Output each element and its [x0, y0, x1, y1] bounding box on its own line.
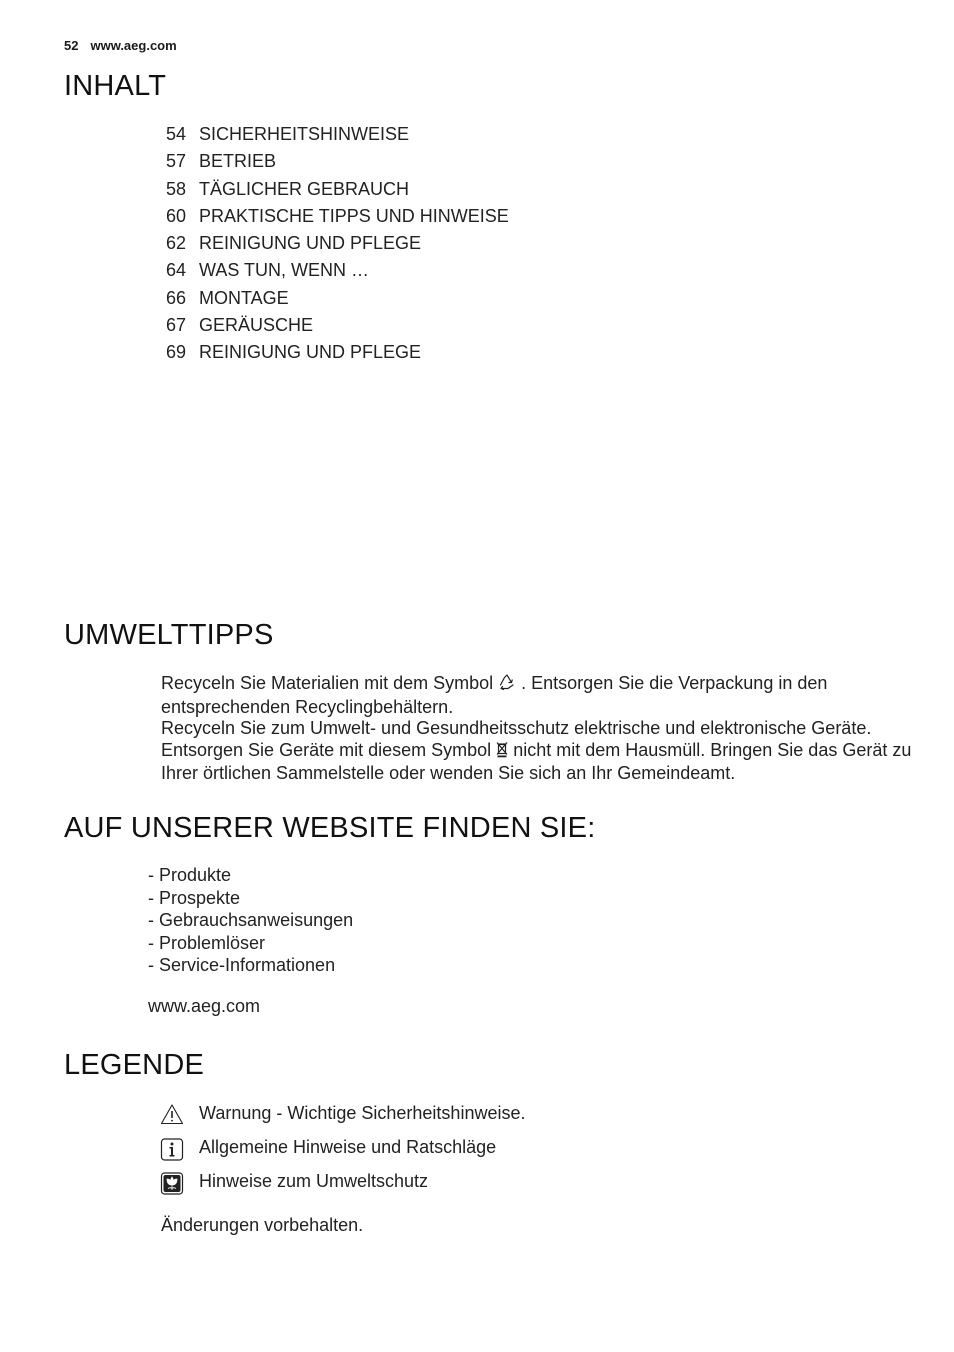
toc-item — [166, 339, 509, 366]
table-of-contents — [166, 121, 509, 367]
toc-item — [166, 176, 509, 203]
toc-page: 66 — [166, 287, 187, 308]
toc-page: 58 — [166, 178, 187, 199]
list-item: - Gebrauchsanweisungen — [148, 910, 354, 930]
crossed-bin-icon — [496, 741, 508, 764]
toc-item — [166, 230, 509, 257]
legend-text: Warnung - Wichtige Sicherheitshinweise. — [199, 1103, 526, 1123]
toc-label: GERÄUSCHE — [199, 315, 314, 336]
toc-label: WAS TUN, WENN … — [199, 260, 369, 281]
umwelt-text-part: nicht mit dem Hausmüll. Bringen Sie das Gerät zu Ihrer örtlichen Sammelstelle oder wenden Sie sich an Ihr Gemeindeamt. — [161, 739, 912, 784]
toc-item — [166, 285, 509, 312]
toc-page: 57 — [166, 151, 187, 172]
toc-label: PRAKTISCHE TIPPS UND HINWEISE — [199, 205, 509, 226]
toc-page: 62 — [166, 233, 187, 254]
umwelt-text-part: . Entsorgen Sie die Verpackung in den entsprechenden Recyclingbehältern. — [161, 673, 828, 717]
recycle-icon — [498, 673, 516, 697]
toc-label: MONTAGE — [199, 287, 289, 308]
toc-label: SICHERHEITSHINWEISE — [199, 124, 410, 144]
page-number: 52 — [64, 38, 79, 53]
umwelt-paragraph-1 — [161, 673, 921, 718]
toc-label: REINIGUNG UND PFLEGE — [199, 233, 422, 254]
umwelt-paragraph-2 — [161, 718, 921, 785]
umwelt-text-part: Recyceln Sie Materialien mit dem Symbol — [161, 673, 494, 693]
toc-item — [166, 148, 509, 175]
toc-page: 69 — [166, 342, 187, 363]
section-title-inhalt: INHALT — [64, 70, 167, 102]
toc-label: TÄGLICHER GEBRAUCH — [199, 178, 410, 199]
environment-icon — [160, 1171, 184, 1200]
toc-label: BETRIEB — [199, 151, 277, 172]
toc-label: REINIGUNG UND PFLEGE — [199, 342, 422, 363]
toc-page: 64 — [166, 260, 187, 281]
toc-page: 54 — [166, 124, 187, 144]
changes-note: Änderungen vorbehalten. — [161, 1215, 364, 1235]
section-title-legende: LEGENDE — [64, 1049, 204, 1081]
toc-page: 67 — [166, 315, 187, 336]
toc-item — [166, 312, 509, 339]
page-header — [64, 38, 177, 53]
legend-text: Hinweise zum Umweltschutz — [199, 1171, 429, 1191]
website-list — [148, 864, 353, 977]
list-item: - Produkte — [148, 865, 232, 885]
umwelt-text-part: Recyceln Sie zum Umwelt- und Gesundheitsschutz elektrische und elektronische Geräte. Entsorgen Sie Geräte mit diesem Symbol — [161, 718, 872, 760]
legend-text: Allgemeine Hinweise und Ratschläge — [199, 1137, 497, 1157]
header-url: www.aeg.com — [90, 38, 177, 53]
toc-item — [166, 121, 509, 148]
list-item: - Problemlöser — [148, 932, 266, 953]
section-title-umwelttipps: UMWELTTIPPS — [64, 619, 274, 651]
list-item: - Prospekte — [148, 887, 241, 908]
toc-item — [166, 203, 509, 230]
section-title-website: AUF UNSERER WEBSITE FINDEN SIE: — [64, 812, 596, 844]
warning-triangle-icon — [160, 1103, 184, 1130]
info-icon — [160, 1137, 184, 1166]
list-item: - Service-Informationen — [148, 955, 336, 975]
umwelt-text — [161, 673, 921, 785]
toc-page: 60 — [166, 205, 187, 226]
website-url-link[interactable]: www.aeg.com — [148, 996, 261, 1016]
toc-item — [166, 257, 509, 284]
